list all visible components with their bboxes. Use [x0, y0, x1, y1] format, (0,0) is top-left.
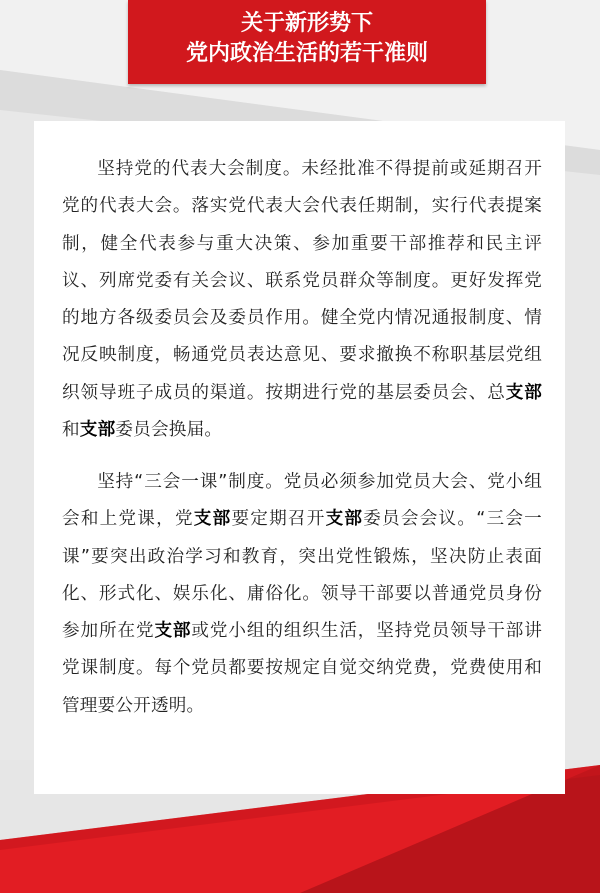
- article-paragraph-1: [62, 151, 542, 449]
- bold-keyword: 支部: [505, 382, 542, 403]
- article-paragraph-2: [62, 464, 542, 725]
- paragraph-text: 或党小组的组织生活，坚持党员领导干部讲党课制度。每个党员都要按规定自觉交纳党费，党费使用和管理要公开透明。: [62, 621, 542, 716]
- bold-keyword: 支部: [79, 420, 116, 441]
- bold-keyword: 支部: [193, 509, 232, 530]
- bold-keyword: 支部: [154, 621, 192, 642]
- article-card: [34, 121, 565, 794]
- paragraph-text: 委员会会议。“三会一课”要突出政治学习和教育，突出党性锻炼，坚决防止表面化、形式化、娱乐化、庸俗化。领导干部要以普通党员身份参加所在党: [62, 509, 542, 642]
- paragraph-text: 委员会换届。: [115, 420, 223, 441]
- paragraph-text: 坚持“三会一课”制度。党员必须参加党员大会、党小组会和上党课，党: [62, 472, 542, 530]
- paragraph-text: 和: [62, 420, 80, 441]
- bold-keyword: 支部: [325, 509, 364, 530]
- title-line-2: 党内政治生活的若干准则: [185, 41, 428, 66]
- paragraph-text: 要定期召开: [231, 509, 326, 530]
- title-banner: [128, 0, 486, 84]
- paragraph-text: 坚持党的代表大会制度。未经批准不得提前或延期召开党的代表大会。落实党代表大会代表任期制，实行代表提案制，健全代表参与重大决策、参加重要干部推荐和民主评议、列席党委有关会议、联系党员群众等制度。更好发挥党的地方各级委员会及委员作用。健全党内情况通报制度、情况反映制度，畅通党员表达意见、要求撤换不称职基层党组织领导班子成员的渠道。按期进行党的基层委员会、总: [62, 159, 542, 403]
- title-line-1: 关于新形势下: [240, 11, 373, 36]
